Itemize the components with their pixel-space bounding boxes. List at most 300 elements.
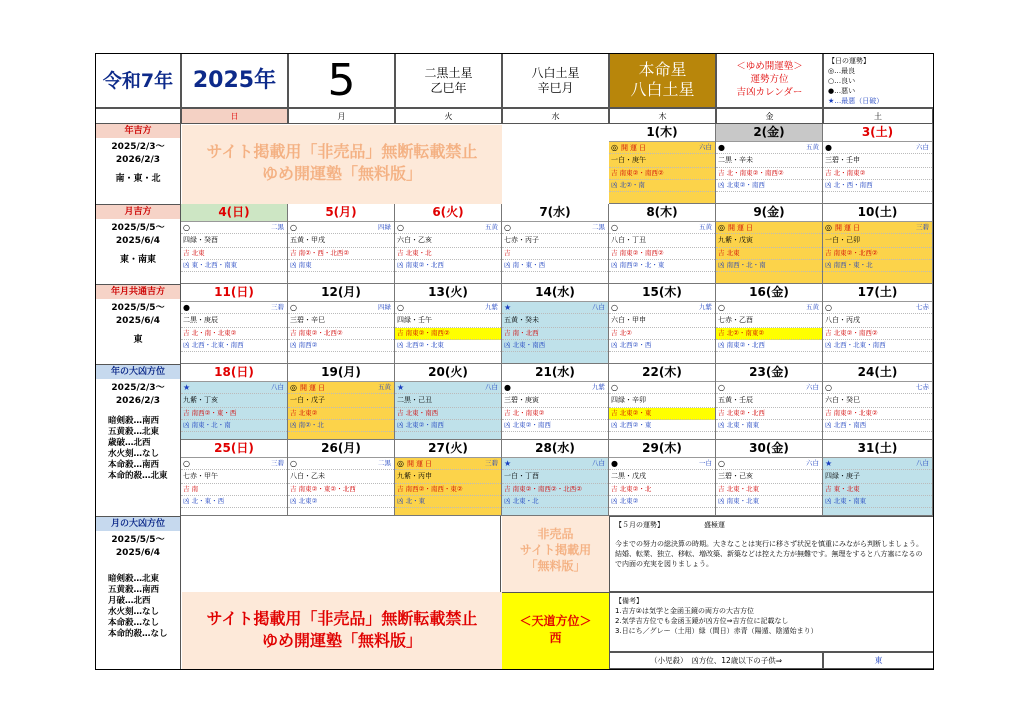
day-number: 7(水) [502,204,608,222]
fortune-box [609,516,933,592]
day-unlucky-dirs: 凶 南東②・北西 [716,340,822,352]
day-cell[interactable] [716,124,823,204]
notice-top-line2: ゆめ開運塾「無料版」 [261,164,422,183]
day-lucky-dirs: 吉 南 [181,484,287,496]
day-fortune-line [395,382,501,394]
day-kanshi: 三碧・庚寅 [502,394,608,408]
day-unlucky-dirs: 凶 北東・南東 [716,420,822,432]
day-mark: ○ [504,223,511,232]
day-kanshi: 九紫・戊寅 [716,234,822,248]
day-unlucky-dirs: 凶 北西・北東・南西 [181,340,287,352]
day-kanshi: 一白・庚午 [609,154,715,168]
day-kanshi: 五黄・甲戌 [288,234,394,248]
day-fortune-line [609,142,715,154]
day-star: 八白 [916,459,929,467]
day-kanshi: 一白・丁酉 [502,470,608,484]
day-star: 九紫 [592,383,605,391]
day-fortune-line [716,382,822,394]
day-kanshi: 七赤・乙酉 [716,314,822,328]
honmei-label: 本命星 [638,60,687,79]
day-mark: ● [504,383,511,392]
day-kanshi: 八白・乙未 [288,470,394,484]
day-star: 八白 [592,303,605,311]
day-lucky-dirs: 吉 [502,248,608,260]
shoni-label: （小児殺） 凶方位、12歳以下の子供⇒ [649,656,783,665]
day-unlucky-dirs: 凶 南西・北・南 [716,260,822,272]
day-fortune-line [288,302,394,314]
day-lucky-dirs: 吉 北東 [181,248,287,260]
day-unlucky-dirs: 凶 南西②・北・東 [609,260,715,272]
day-mark: ○ [718,303,725,312]
day-cell[interactable] [823,124,933,204]
title-line1: ＜ゆめ開運塾＞ [736,61,803,72]
day-star: 三碧 [485,459,498,467]
fortune-title: 【５月の運勢】 [615,521,664,529]
day-kanshi: 六白・乙亥 [395,234,501,248]
day-unlucky-dirs: 凶 北東②・南西 [502,420,608,432]
getsukippo-range: 2025/5/5～ 2025/6/4 [111,223,165,246]
kaiun-tag: 開運日 [727,224,755,232]
day-fortune-line [502,222,608,234]
tendo-box [502,592,609,669]
day-star: 一白 [699,459,712,467]
weekday-4: 木 [609,108,716,124]
day-fortune-line [716,142,822,154]
day-lucky-dirs: 吉 北東 [716,248,822,260]
day-lucky-dirs: 吉 東・北東 [823,484,932,496]
day-number: 31(土) [823,440,932,458]
side-common [96,284,181,364]
day-fortune-line [395,302,501,314]
day-number: 25(日) [181,440,287,458]
day-cell[interactable] [502,440,609,516]
day-number: 3(土) [823,124,932,142]
day-unlucky-dirs: 凶 北西②・東 [609,420,715,432]
legend-bad: ●…悪い [828,87,856,95]
notice-mid-line2: サイト掲載用 [519,543,592,557]
day-mark: ★ [183,383,191,392]
day-unlucky-dirs: 凶 東・北西・南東 [181,260,287,272]
day-number: 10(土) [823,204,932,222]
day-cell[interactable] [502,284,609,364]
day-unlucky-dirs: 凶 南東 [288,260,394,272]
day-fortune-line [716,458,822,470]
day-cell[interactable] [181,440,288,516]
day-star: 六白 [806,459,819,467]
fortune-body: 今までの努力の総決算の時期。大きなことは実行に移さず状況を慎重にみながら判断しましょう。結婚、転業、独立、移転、増改築、新築などは控えた方が無難です。無理をすると八方塞になるので内面の充実を図りましょう。 [615,540,923,568]
day-mark: ◎ [611,143,618,152]
fortune-keyword: 盛極運 [704,521,725,529]
day-lucky-dirs: 吉 北・南・北東② [181,328,287,340]
kaiun-tag: 開運日 [406,460,434,468]
day-number: 12(月) [288,284,394,302]
day-unlucky-dirs: 凶 北②・南 [609,180,715,192]
tendo-label: ＜天道方位＞ [519,614,592,628]
day-mark: ○ [611,383,618,392]
day-cell[interactable] [288,204,395,284]
day-unlucky-dirs: 凶 北東②・南西 [716,180,822,192]
legend-title: 【日の運勢】 [828,57,870,65]
day-number: 8(木) [609,204,715,222]
notes-line1: 1.吉方②は気学と金函玉鏡の両方の大吉方位 [615,607,754,615]
day-number: 24(土) [823,364,932,382]
month-star: 八白土星 [531,66,580,80]
day-fortune-line [288,382,394,394]
day-unlucky-dirs: 凶 北西②・北東 [395,340,501,352]
notice-mid-line3: 「無料版」 [525,559,586,573]
honmei-cell [609,54,716,108]
legend-worst: ★…最悪（日破） [828,97,884,105]
day-number: 9(金) [716,204,822,222]
common-range: 2025/5/5～ 2025/6/4 [111,303,165,326]
day-unlucky-dirs: 凶 北西②・西 [609,340,715,352]
day-cell[interactable] [288,364,395,440]
day-star: 八白 [485,383,498,391]
day-number: 2(金) [716,124,822,142]
day-number: 17(土) [823,284,932,302]
day-fortune-line [823,382,932,394]
day-kanshi: 七赤・甲午 [181,470,287,484]
day-fortune-line [716,302,822,314]
day-cell[interactable] [609,440,716,516]
day-mark: ○ [718,459,725,468]
day-fortune-line [502,458,608,470]
tsuki-kyo-range: 2025/5/5～ 2025/6/4 [111,535,165,558]
nen-kyo-range: 2025/2/3～ 2026/2/3 [111,383,165,406]
day-mark: ★ [504,459,512,468]
day-fortune-line [823,142,932,154]
day-kanshi: 一白・戊子 [288,394,394,408]
day-mark: ○ [397,303,404,312]
day-number: 6(火) [395,204,501,222]
day-fortune-line [609,458,715,470]
day-lucky-dirs: 吉 北②・南東② [716,328,822,340]
day-star: 八白 [592,459,605,467]
shoni-row [609,652,823,669]
day-mark: ○ [611,303,618,312]
day-lucky-dirs: 吉 南東②・南西② [609,248,715,260]
day-unlucky-dirs: 凶 北東・南西 [502,340,608,352]
day-kanshi: 八白・丙戌 [823,314,932,328]
kaiun-tag: 開運日 [834,224,862,232]
day-kanshi: 一白・己卯 [823,234,932,248]
day-kanshi: 五黄・壬辰 [716,394,822,408]
notice-mid [502,516,609,592]
day-kanshi: 二黒・辛未 [716,154,822,168]
day-cell[interactable] [395,284,502,364]
day-mark: ○ [397,223,404,232]
day-mark: ★ [825,459,833,468]
day-number: 16(金) [716,284,822,302]
side-nenkippo [96,124,181,204]
nen-kyo-list: 暗剣殺…南西 五黄殺…北東 歳破…北西 水火刻…なし 本命殺…南西 本命的殺…北東 [108,416,168,481]
day-unlucky-dirs: 凶 北東・南東 [823,496,932,508]
day-unlucky-dirs: 凶 北・東 [395,496,501,508]
notes-line3: 3.日にち／グレー（土用）緑（間日）赤青（陽遁、陰遁始まり） [615,627,818,635]
day-cell[interactable] [609,284,716,364]
tsuki-kyo-label: 月の大凶方位 [96,517,180,531]
day-unlucky-dirs: 凶 北西・南西 [823,420,932,432]
day-lucky-dirs: 吉 南東②・北東② [823,408,932,420]
day-number: 5(月) [288,204,394,222]
day-unlucky-dirs: 凶 北東② [609,496,715,508]
day-mark: ○ [825,303,832,312]
day-kanshi: 二黒・庚辰 [181,314,287,328]
day-fortune-line [288,222,394,234]
day-cell[interactable] [716,284,823,364]
notice-top [182,125,502,204]
day-fortune-line [181,302,287,314]
day-number: 30(金) [716,440,822,458]
shoni-direction: 東 [874,656,883,665]
day-lucky-dirs: 吉 南東②・南西② [395,328,501,340]
day-star: 九紫 [485,303,498,311]
day-kanshi: 二黒・己丑 [395,394,501,408]
day-mark: ◎ [290,383,297,392]
weekday-2: 火 [395,108,502,124]
kaiun-tag: 開運日 [299,384,327,392]
weekday-1: 月 [288,108,395,124]
day-kanshi: 九紫・丙申 [395,470,501,484]
day-cell[interactable] [609,124,716,204]
day-cell[interactable] [288,440,395,516]
notes-box [609,592,933,652]
calendar [95,53,934,670]
year-cell [181,54,288,108]
day-kanshi: 四緑・庚子 [823,470,932,484]
day-mark: ○ [183,459,190,468]
day-mark: ● [718,143,725,152]
tendo-direction: 西 [549,631,562,645]
day-number: 19(月) [288,364,394,382]
day-cell[interactable] [181,364,288,440]
day-star: 五黄 [699,223,712,231]
day-fortune-line [395,458,501,470]
year-star: 二黒土星 [424,66,473,80]
day-cell[interactable] [181,284,288,364]
day-fortune-line [823,222,932,234]
day-cell[interactable] [288,284,395,364]
day-star: 五黄 [806,303,819,311]
day-number: 27(火) [395,440,501,458]
day-lucky-dirs: 吉 北東②・東 [609,408,715,420]
era-label: 令和7年 [102,70,174,92]
day-cell[interactable] [502,364,609,440]
day-unlucky-dirs: 凶 北東②・南西 [395,420,501,432]
day-cell[interactable] [609,204,716,284]
day-star: 三碧 [916,223,929,231]
day-fortune-line [609,382,715,394]
day-lucky-dirs: 吉 北東② [288,408,394,420]
day-mark: ○ [611,223,618,232]
day-fortune-line [181,222,287,234]
day-kanshi: 八白・丁丑 [609,234,715,248]
side-tsuki-kyo [96,516,181,669]
notice-bottom-line1: サイト掲載用「非売品」無断転載禁止 [206,609,478,628]
day-cell[interactable] [716,364,823,440]
day-star: 四緑 [378,303,391,311]
day-mark: ◎ [718,223,725,232]
month-star-cell [502,54,609,108]
title-line2: 運勢方位 [750,74,789,85]
day-kanshi: 七赤・丙子 [502,234,608,248]
day-cell[interactable] [395,364,502,440]
day-star: 二黒 [378,459,391,467]
honmei-star: 八白土星 [630,80,695,99]
day-lucky-dirs: 吉 北東②・北 [609,484,715,496]
day-cell[interactable] [823,440,933,516]
day-cell[interactable] [609,364,716,440]
day-kanshi: 三碧・壬申 [823,154,932,168]
day-lucky-dirs: 吉 北・南東②・南西② [716,168,822,180]
getsukippo-dirs: 東・南東 [119,255,156,265]
kaiun-tag: 開運日 [620,144,648,152]
day-star: 六白 [916,143,929,151]
day-number: 18(日) [181,364,287,382]
common-dirs: 東 [133,335,143,345]
day-lucky-dirs: 吉 北東②・南西② [823,328,932,340]
day-fortune-line [609,222,715,234]
day-unlucky-dirs: 凶 南・東・西 [502,260,608,272]
year-kanshi: 乙巳年 [430,81,467,95]
day-fortune-line [716,222,822,234]
day-cell[interactable] [181,204,288,284]
day-star: 三碧 [271,303,284,311]
day-star: 二黒 [271,223,284,231]
day-kanshi: 三碧・辛巳 [288,314,394,328]
day-fortune-line [823,302,932,314]
day-lucky-dirs: 吉 北東・北東 [716,484,822,496]
day-unlucky-dirs: 凶 北東② [288,496,394,508]
notice-bottom-line2: ゆめ開運塾「無料版」 [261,631,422,650]
notes-title: 【備考】 [615,597,643,605]
day-fortune-line [823,458,932,470]
day-cell[interactable] [502,204,609,284]
day-unlucky-dirs: 凶 北・東・西 [181,496,287,508]
day-number: 21(水) [502,364,608,382]
day-mark: ○ [183,223,190,232]
day-number: 22(木) [609,364,715,382]
day-fortune-line [395,222,501,234]
day-number: 11(日) [181,284,287,302]
day-kanshi: 六白・癸巳 [823,394,932,408]
day-unlucky-dirs: 凶 北・西・南西 [823,180,932,192]
day-number: 29(木) [609,440,715,458]
day-fortune-line [502,302,608,314]
nenkippo-label: 年吉方 [96,124,180,138]
day-lucky-dirs: 吉 北② [609,328,715,340]
day-star: 八白 [271,383,284,391]
legend-cell [823,54,933,108]
tsuki-kyo-list: 暗剣殺…北東 五黄殺…南西 月破…北西 水火刻…なし 本命殺…なし 本命的殺…なし [108,574,168,639]
day-unlucky-dirs: 凶 南西・東・北 [823,260,932,272]
weekday-6: 土 [823,108,933,124]
day-star: 六白 [806,383,819,391]
day-lucky-dirs: 吉 南西②・東・西 [181,408,287,420]
day-number: 14(水) [502,284,608,302]
year-star-cell [395,54,502,108]
day-kanshi: 九紫・丁亥 [181,394,287,408]
day-number: 13(火) [395,284,501,302]
day-lucky-dirs: 吉 南東②・南西②・北西② [502,484,608,496]
month-number: 5 [327,55,356,106]
day-cell[interactable] [716,204,823,284]
day-lucky-dirs: 吉 北東・南西 [395,408,501,420]
day-cell[interactable] [395,440,502,516]
day-mark: ○ [290,223,297,232]
notice-mid-line1: 非売品 [537,527,574,541]
day-kanshi: 四緑・壬午 [395,314,501,328]
day-star: 七赤 [916,303,929,311]
common-label: 年月共通吉方 [96,285,180,299]
day-kanshi: 二黒・戊戌 [609,470,715,484]
day-cell[interactable] [716,440,823,516]
era-cell [96,54,181,108]
legend-best: ◎…最良 [828,67,856,75]
day-lucky-dirs: 吉 北・南東② [823,168,932,180]
day-cell[interactable] [395,204,502,284]
day-lucky-dirs: 吉 南西②・南西・東② [395,484,501,496]
side-nen-kyo [96,364,181,516]
day-mark: ◎ [397,459,404,468]
month-kanshi: 辛巳月 [537,81,574,95]
weekday-0: 日 [181,108,288,124]
day-star: 六白 [699,143,712,151]
day-number: 4(日) [181,204,287,222]
day-unlucky-dirs: 凶 南東②・北西 [395,260,501,272]
day-mark: ○ [290,303,297,312]
day-mark: ○ [825,383,832,392]
day-kanshi: 四緑・癸酉 [181,234,287,248]
getsukippo-label: 月吉方 [96,205,180,219]
title-line3: 吉凶カレンダー [736,87,803,98]
weekday-5: 金 [716,108,823,124]
notes-line2: 2.気学吉方位でも金函玉鏡が凶方位⇒吉方位に記載なし [615,617,789,625]
day-kanshi: 五黄・癸未 [502,314,608,328]
day-lucky-dirs: 吉 南・北西 [502,328,608,340]
day-number: 1(木) [609,124,715,142]
day-number: 26(月) [288,440,394,458]
day-kanshi: 六白・甲申 [609,314,715,328]
day-number: 23(金) [716,364,822,382]
day-lucky-dirs: 吉 南東②・北西② [288,328,394,340]
day-number: 20(火) [395,364,501,382]
day-unlucky-dirs: 凶 南東・北・南 [181,420,287,432]
day-mark: ○ [718,383,725,392]
day-mark: ○ [290,459,297,468]
day-fortune-line [181,382,287,394]
day-mark: ◎ [825,223,832,232]
day-unlucky-dirs: 凶 南②・北 [288,420,394,432]
day-cell[interactable] [823,284,933,364]
day-lucky-dirs: 吉 南東②・北西② [823,248,932,260]
day-lucky-dirs: 吉 南②・西・北西② [288,248,394,260]
nenkippo-dirs: 南・東・北 [115,174,161,184]
day-star: 五黄 [378,383,391,391]
day-number: 15(木) [609,284,715,302]
day-mark: ★ [504,303,512,312]
notice-bottom [182,592,502,669]
day-star: 九紫 [699,303,712,311]
day-fortune-line [288,458,394,470]
nen-kyo-label: 年の大凶方位 [96,365,180,379]
day-fortune-line [502,382,608,394]
day-unlucky-dirs: 凶 北西・北東・南西 [823,340,932,352]
day-cell[interactable] [823,364,933,440]
day-star: 二黒 [592,223,605,231]
legend-good: ○…良い [828,77,856,85]
day-cell[interactable] [823,204,933,284]
